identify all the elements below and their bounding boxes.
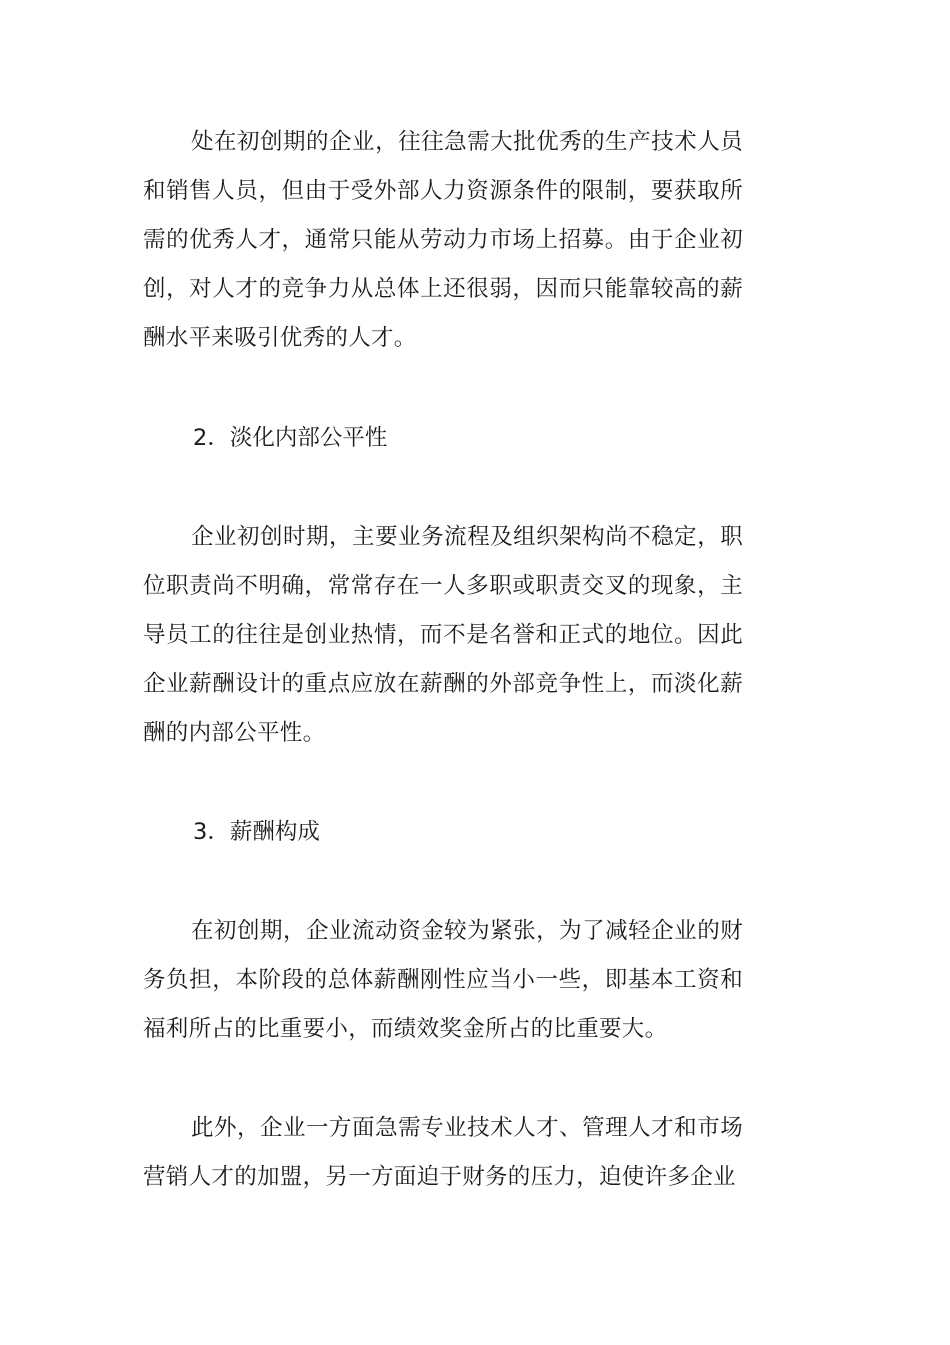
section-heading-compensation-structure: 3．薪酬构成 bbox=[193, 819, 320, 845]
paragraph-internal-equity: 企业初创时期，主要业务流程及组织架构尚不稳定，职位职责尚不明确，常常存在一人多职或职责交叉的现象，主导员工的往往是创业热情，而不是名誉和正式的地位。因此企业薪酬设计的重点应放在薪酬的外部竞争性上，而淡化薪酬的内部公平性。 bbox=[143, 524, 743, 746]
spacer bbox=[143, 463, 743, 513]
spacer bbox=[143, 857, 743, 907]
paragraph-compensation-structure: 在初创期，企业流动资金较为紧张，为了减轻企业的财务负担，本阶段的总体薪酬刚性应当小一些，即基本工资和福利所占的比重要小，而绩效奖金所占的比重要大。 bbox=[143, 918, 743, 1042]
document-page bbox=[143, 118, 743, 1202]
spacer bbox=[143, 363, 743, 414]
paragraph-talent-demand: 此外，企业一方面急需专业技术人才、管理人才和市场营销人才的加盟，另一方面迫于财务的压力，迫使许多企业 bbox=[143, 1115, 743, 1190]
spacer bbox=[143, 758, 743, 808]
spacer bbox=[143, 1054, 743, 1104]
section-heading-internal-equity: 2．淡化内部公平性 bbox=[193, 425, 388, 451]
paragraph-startup-recruitment: 处在初创期的企业，往往急需大批优秀的生产技术人员和销售人员，但由于受外部人力资源条件的限制，要获取所需的优秀人才，通常只能从劳动力市场上招募。由于企业初创，对人才的竞争力从总体上还很弱，因而只能靠较高的薪酬水平来吸引优秀的人才。 bbox=[143, 129, 743, 351]
